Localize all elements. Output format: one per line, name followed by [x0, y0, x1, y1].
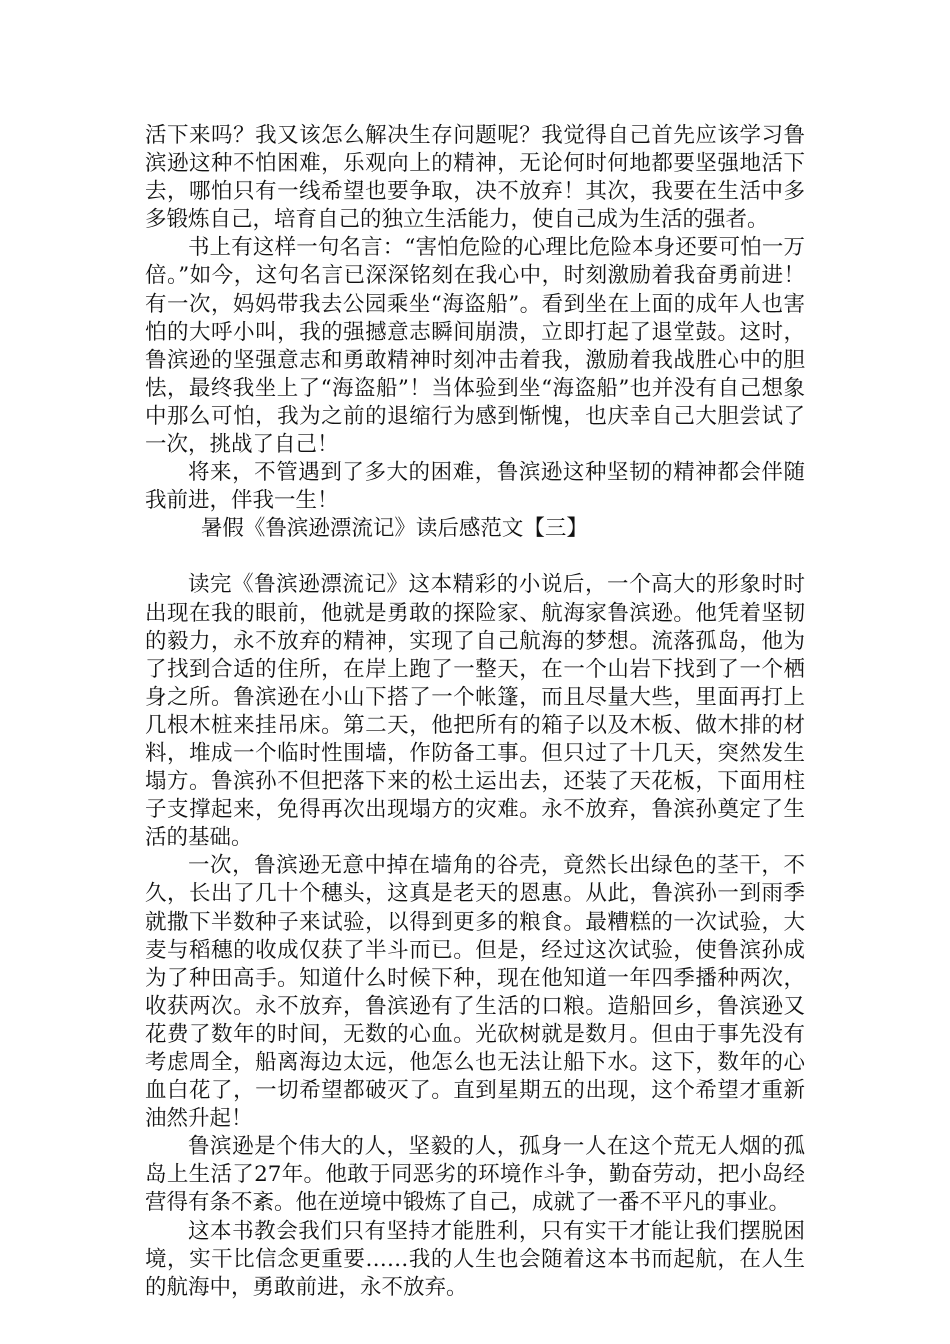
paragraph-grain-boat: 一次，鲁滨逊无意中掉在墙角的谷壳，竟然长出绿色的茎干，不久，长出了几十个穗头，这真是老天的恩惠。从此，鲁滨孙一到雨季就撒下半数种子来试验，以得到更多的粮食。最糟糕的一次试验，大麦与稻穗的收成仅获了半斗而已。但是，经过这次试验，使鲁滨孙成为了种田高手。知道什么时候下种，现在他知道一年四季播种两次，收获两次。永不放弃，鲁滨逊有了生活的口粮。造船回乡，鲁滨逊又花费了数年的时间，无数的心血。光砍树就是数月。但由于事先没有考虑周全，船离海边太远，他怎么也无法让船下水。这下，数年的心血白花了，一切希望都破灭了。直到星期五的出现，这个希望才重新油然升起！ — [145, 853, 805, 1132]
document-page — [145, 122, 805, 1302]
paragraph-future: 将来，不管遇到了多大的困难，鲁滨逊这种坚韧的精神都会伴随我前进，伴我一生！ — [145, 460, 805, 514]
paragraph-conclusion: 这本书教会我们只有坚持才能胜利，只有实干才能让我们摆脱困境，实干比信念更重要……我的人生也会随着这本书而起航，在人生的航海中，勇敢前进，永不放弃。 — [145, 1218, 805, 1300]
paragraph-quote-pirate-ship: 书上有这样一句名言：“害怕危险的心理比危险本身还要可怕一万倍。”如今，这句名言已深深铭刻在我心中，时刻激励着我奋勇前进！有一次，妈妈带我去公园乘坐“海盗船”。看到坐在上面的成年人也害怕的大呼小叫，我的强撼意志瞬间崩溃，立即打起了退堂鼓。这时，鲁滨逊的坚强意志和勇敢精神时刻冲击着我，激励着我战胜心中的胆怯，最终我坐上了“海盗船”！当体验到坐“海盗船”也并没有自己想象中那么可怕，我为之前的退缩行为感到惭愧，也庆幸自己大胆尝试了一次，挑战了自己！ — [145, 235, 805, 458]
paragraph-continuation: 活下来吗？我又该怎么解决生存问题呢？我觉得自己首先应该学习鲁滨逊这种不怕困难，乐观向上的精神，无论何时何地都要坚强地活下去，哪怕只有一线希望也要争取，决不放弃！其次，我要在生活中多多锻炼自己，培育自己的独立生活能力，使自己成为生活的强者。 — [145, 123, 805, 233]
blank-line — [145, 543, 805, 571]
paragraph-intro-robinson: 读完《鲁滨逊漂流记》这本精彩的小说后，一个高大的形象时时出现在我的眼前，他就是勇敢的探险家、航海家鲁滨逊。他凭着坚韧的毅力，永不放弃的精神，实现了自己航海的梦想。流落孤岛，他为了找到合适的住所，在岸上跑了一整天，在一个山岩下找到了一个栖身之所。鲁滨逊在小山下搭了一个帐篷，而且尽量大些，里面再打上几根木桩来挂吊床。第二天，他把所有的箱子以及木板、做木排的材料，堆成一个临时性围墙，作防备工事。但只过了十几天，突然发生塌方。鲁滨孙不但把落下来的松土运出去，还装了天花板，下面用柱子支撑起来，免得再次出现塌方的灾难。永不放弃，鲁滨孙奠定了生活的基础。 — [145, 572, 805, 851]
paragraph-great-man: 鲁滨逊是个伟大的人，坚毅的人，孤身一人在这个荒无人烟的孤岛上生活了27年。他敢于同恶劣的环境作斗争，勤奋劳动，把小岛经营得有条不紊。他在逆境中锻炼了自己，成就了一番不平凡的事业。 — [145, 1134, 805, 1216]
section-heading: 暑假《鲁滨逊漂流记》读后感范文【三】 — [200, 516, 588, 542]
